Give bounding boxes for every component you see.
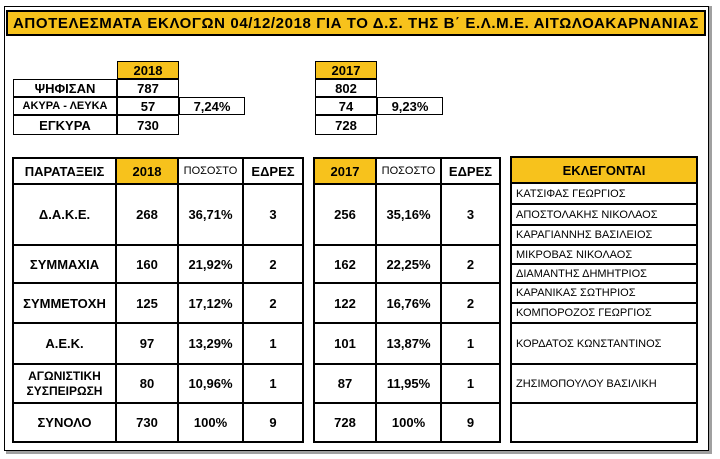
elected-empty-cell <box>511 403 697 442</box>
summary-label-invalid: ΑΚΥΡΑ - ΛΕΥΚΑ <box>13 97 117 115</box>
percent-2018: 10,96% <box>178 364 243 403</box>
seats-2018: 1 <box>243 364 303 403</box>
votes-2018: 160 <box>116 245 178 283</box>
votes-2018: 97 <box>116 323 178 364</box>
header-percent-2018: ΠΟΣΟΣΤΟ <box>178 158 243 184</box>
percent-2017: 16,76% <box>376 283 441 323</box>
seats-2017: 2 <box>441 245 500 283</box>
percent-2018: 13,29% <box>178 323 243 364</box>
votes-2018: 125 <box>116 283 178 323</box>
header-seats-2018: ΕΔΡΕΣ <box>243 158 303 184</box>
summary-label-valid: ΕΓΚΥΡΑ <box>13 115 117 135</box>
header-parties: ΠΑΡΑΤΑΞΕΙΣ <box>13 158 116 184</box>
seats-2017: 2 <box>441 283 500 323</box>
elected-name: ΖΗΣΙΜΟΠΟΥΛΟΥ ΒΑΣΙΛΙΚΗ <box>511 364 697 403</box>
votes-2018: 80 <box>116 364 178 403</box>
page-shadow-right <box>709 6 712 454</box>
summary-voted-2018: 787 <box>117 79 179 97</box>
header-year-2017: 2017 <box>314 158 376 184</box>
votes-2018: 268 <box>116 184 178 245</box>
party-name-line1: ΑΓΩΝΙΣΤΙΚΗ <box>28 368 101 383</box>
seats-2018: 3 <box>243 184 303 245</box>
seats-2018: 2 <box>243 245 303 283</box>
percent-2018: 36,71% <box>178 184 243 245</box>
elected-name: ΔΙΑΜΑΝΤΗΣ ΔΗΜΗΤΡΙΟΣ <box>511 264 697 283</box>
votes-2017: 87 <box>314 364 376 403</box>
header-seats-2017: ΕΔΡΕΣ <box>441 158 500 184</box>
seats-2018: 2 <box>243 283 303 323</box>
total-percent-2017: 100% <box>376 403 441 442</box>
elected-name: ΑΠΟΣΤΟΛΑΚΗΣ ΝΙΚΟΛΑΟΣ <box>511 204 697 225</box>
elected-name: ΚΟΜΠΟΡΟΖΟΣ ΓΕΩΡΓΙΟΣ <box>511 303 697 323</box>
seats-2017: 1 <box>441 364 500 403</box>
summary-valid-2017: 728 <box>315 115 377 135</box>
seats-2017: 3 <box>441 184 500 245</box>
summary-label-voted: ΨΗΦΙΣΑΝ <box>13 79 117 97</box>
elected-name: ΚΑΡΑΝΙΚΑΣ ΣΩΤΗΡΙΟΣ <box>511 283 697 303</box>
total-label: ΣΥΝΟΛΟ <box>13 403 116 442</box>
party-name: Δ.Α.Κ.Ε. <box>13 184 116 245</box>
summary-invalid-2018: 57 <box>117 97 179 115</box>
votes-2017: 162 <box>314 245 376 283</box>
total-seats-2018: 9 <box>243 403 303 442</box>
elected-name: ΚΑΤΣΙΦΑΣ ΓΕΩΡΓΙΟΣ <box>511 183 697 204</box>
total-votes-2018: 730 <box>116 403 178 442</box>
votes-2017: 122 <box>314 283 376 323</box>
party-name: Α.Ε.Κ. <box>13 323 116 364</box>
elected-name: ΜΙΚΡΟΒΑΣ ΝΙΚΟΛΑΟΣ <box>511 245 697 264</box>
elected-name: ΚΑΡΑΓΙΑΝΝΗΣ ΒΑΣΙΛΕΙΟΣ <box>511 225 697 245</box>
percent-2017: 35,16% <box>376 184 441 245</box>
page-shadow-bottom <box>6 451 712 454</box>
percent-2017: 11,95% <box>376 364 441 403</box>
votes-2017: 256 <box>314 184 376 245</box>
total-votes-2017: 728 <box>314 403 376 442</box>
total-seats-2017: 9 <box>441 403 500 442</box>
percent-2018: 17,12% <box>178 283 243 323</box>
summary-valid-2018: 730 <box>117 115 179 135</box>
party-name: ΣΥΜΜΑΧΙΑ <box>13 245 116 283</box>
elected-name: ΚΟΡΔΑΤΟΣ ΚΩΝΣΤΑΝΤΙΝΟΣ <box>511 323 697 364</box>
party-name: ΣΥΜΜΕΤΟΧΗ <box>13 283 116 323</box>
page-title: ΑΠΟΤΕΛΕΣΜΑΤΑ ΕΚΛΟΓΩΝ 04/12/2018 ΓΙΑ ΤΟ Δ.Σ. ΤΗΣ Β΄ Ε.Λ.Μ.Ε. ΑΙΤΩΛΟΑΚΑΡΝΑΝΙΑΣ <box>6 10 706 36</box>
seats-2017: 1 <box>441 323 500 364</box>
percent-2018: 21,92% <box>178 245 243 283</box>
summary-year-2017: 2017 <box>315 61 377 79</box>
votes-2017: 101 <box>314 323 376 364</box>
seats-2018: 1 <box>243 323 303 364</box>
percent-2017: 13,87% <box>376 323 441 364</box>
summary-voted-2017: 802 <box>315 79 377 97</box>
party-name-line2: ΣΥΣΠΕΙΡΩΣΗ <box>26 383 103 398</box>
summary-invalid-pct-2017: 9,23% <box>377 97 443 115</box>
summary-invalid-2017: 74 <box>315 97 377 115</box>
header-percent-2017: ΠΟΣΟΣΤΟ <box>376 158 441 184</box>
header-year-2018: 2018 <box>116 158 178 184</box>
summary-invalid-pct-2018: 7,24% <box>179 97 245 115</box>
total-percent-2018: 100% <box>178 403 243 442</box>
header-elected: ΕΚΛΕΓΟΝΤΑΙ <box>511 157 697 183</box>
percent-2017: 22,25% <box>376 245 441 283</box>
summary-year-2018: 2018 <box>117 61 179 79</box>
party-name-cell <box>13 364 116 403</box>
